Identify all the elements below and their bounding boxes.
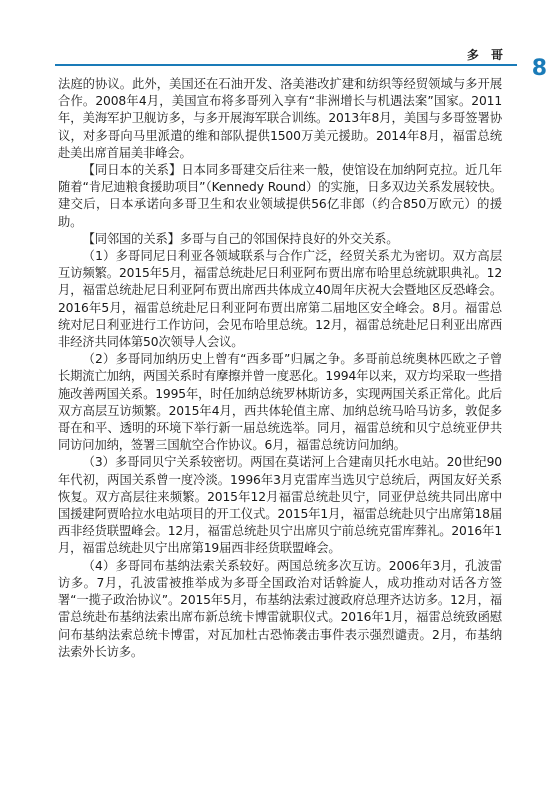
header-rule xyxy=(55,64,517,66)
paragraph-benin: （3）多哥同贝宁关系较密切。两国在莫诺河上合建南贝托水电站。20世纪90年代初，两国关系曾一度冷淡。1996年3月克雷库当选贝宁总统后，两国友好关系恢复。双方高层往来频繁。2015年12月福雷总统赴贝宁，同亚伊总统共同出席中国援建阿贾哈拉水电站项目的开工仪式。2015年1月，福雷总统赴贝宁出席第18届西非经货联盟峰会。12月，福雷总统赴贝宁出席贝宁前总统克雷库葬礼。2016年1月，福雷总统赴贝宁出席第19届西非经货联盟峰会。 xyxy=(58,455,502,556)
page-number: 8 xyxy=(531,56,547,81)
body-text xyxy=(58,76,502,661)
paragraph-burkina-faso: （4）多哥同布基纳法索关系较好。两国总统多次互访。2006年3月，孔波雷访多。7月，孔波雷被推举成为多哥全国政治对话斡旋人，成功推动对话各方签署“一揽子政治协议”。2015年5月，布基纳法索过渡政府总理齐达访多。12月，福雷总统赴布基纳法索出席布新总统卡博雷就职仪式。2016年1月，福雷总统致函慰问布基纳法索总统卡博雷，对瓦加杜古恐怖袭击事件表示强烈谴责。2月，布基纳法索外长访多。 xyxy=(58,558,502,659)
paragraph-japan-relations: 【同日本的关系】日本同多哥建交后往来一般，使馆设在加纳阿克拉。近几年随着“肯尼迪粮食援助项目”（Kennedy Round）的实施，日多双边关系发展较快。建交后，日本承诺向多哥卫生和农业领域提供56亿非郎（约合850万欧元）的援助。 xyxy=(58,163,502,229)
paragraph-ghana: （2）多哥同加纳历史上曾有“西多哥”归属之争。多哥前总统奥林匹欧之子曾长期流亡加纳，两国关系时有摩擦并曾一度恶化。1994年以来，双方均采取一些措施改善两国关系。1995年，时任加纳总统罗林斯访多，实现两国关系正常化。此后双方高层互访频繁。2015年4月，西共体轮值主席、加纳总统马哈马访多，敦促多哥在和平、透明的环境下举行新一届总统选举。同月，福雷总统和贝宁总统亚伊共同访问加纳，签署三国航空合作协议。6月，福雷总统访问加纳。 xyxy=(58,352,502,453)
section-title: 多 哥 xyxy=(466,48,507,62)
paragraph-nigeria: （1）多哥同尼日利亚各领域联系与合作广泛，经贸关系尤为密切。双方高层互访频繁。2015年5月，福雷总统赴尼日利亚阿布贾出席布哈里总统就职典礼。12月，福雷总统赴尼日利亚阿布贾出席西共体成立40周年庆祝大会暨地区反恐峰会。2016年5月，福雷总统赴尼日利亚阿布贾出席第二届地区安全峰会。8月。福雷总统对尼日利亚进行工作访问，会见布哈里总统。12月，福雷总统赴尼日利亚出席西非经济共同体第50次领导人会议。 xyxy=(58,249,502,350)
paragraph-continuation: 法庭的协议。此外，美国还在石油开发、洛美港改扩建和纺织等经贸领域与多开展合作。2008年4月，美国宣布将多哥列入享有“非洲增长与机遇法案”国家。2011年，美海军护卫舰访多，与多开展海军联合训练。2013年8月，美国与多哥签署协议，对多哥向马里派遣的维和部队提供1500万美元援助。2014年8月，福雷总统赴美出席首届美非峰会。 xyxy=(58,77,502,160)
paragraph-neighbor-relations: 【同邻国的关系】多哥与自己的邻国保持良好的外交关系。 xyxy=(82,231,399,246)
